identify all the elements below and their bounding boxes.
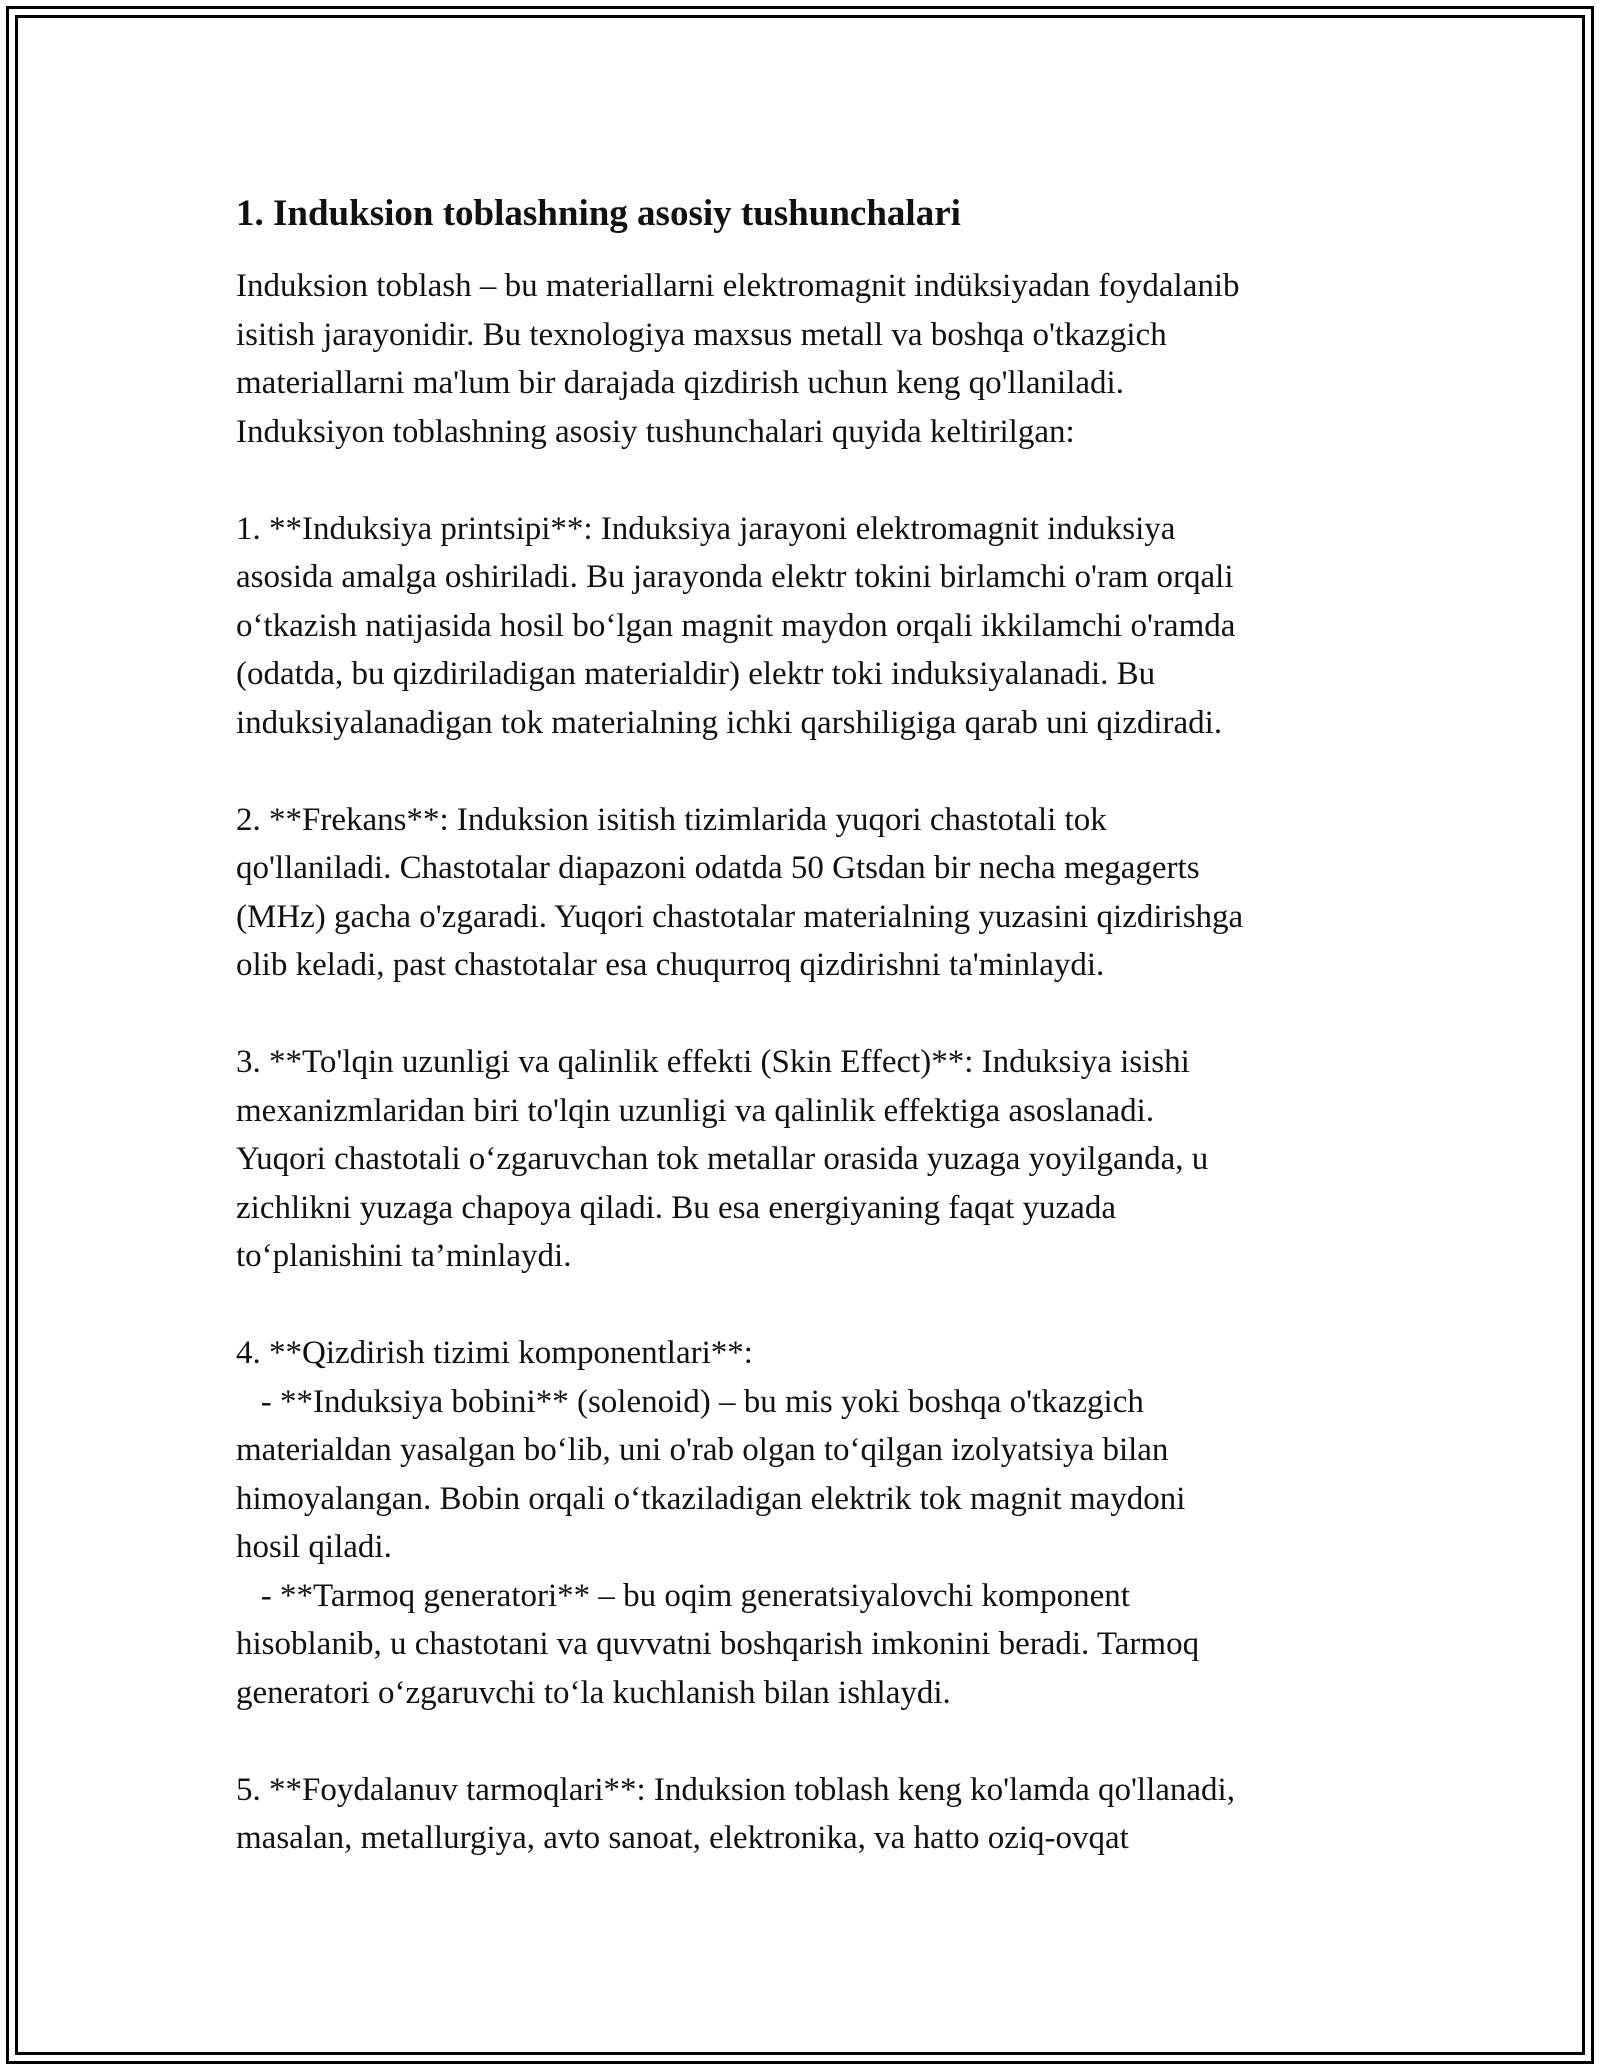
text-line: Induksion toblash – bu materiallarni elektromagnit indüksiyadan foydalanib: [236, 268, 1240, 304]
section-heading: 1. Induksion toblashning asosiy tushunchalari: [236, 193, 961, 234]
text-line: (MHz) gacha o'zgaradi. Yuqori chastotalar materialning yuzasini qizdirishga: [236, 898, 1244, 935]
text-line: himoyalangan. Bobin orqali o‘tkaziladigan elektrik tok magnit maydoni: [236, 1480, 1186, 1517]
text-line: mexanizmlaridan biri to'lqin uzunligi va qalinlik effektiga asoslanadi.: [236, 1092, 1155, 1129]
text-line: asosida amalga oshiriladi. Bu jarayonda elektr tokini birlamchi o'ram orqali: [236, 559, 1234, 595]
text-line: zichlikni yuzaga chapoya qiladi. Bu esa energiyaning faqat yuzada: [236, 1189, 1116, 1226]
text-line: (odatda, bu qizdiriladigan materialdir) elektr toki induksiyalanadi. Bu: [236, 656, 1156, 692]
text-line: materialdan yasalgan bo‘lib, uni o'rab olgan to‘qilgan izolyatsiya bilan: [236, 1432, 1169, 1468]
paragraph-komponentlar: [236, 1329, 1386, 1717]
text-line: hisoblanib, u chastotani va quvvatni boshqarish imkonini beradi. Tarmoq: [236, 1626, 1200, 1662]
text-line: induksiyalanadigan tok materialning ichki qarshiligiga qarab uni qizdiradi.: [236, 704, 1223, 741]
text-line: - **Induksiya bobini** (solenoid) – bu mis yoki boshqa o'tkazgich: [236, 1383, 1144, 1420]
text-line: Yuqori chastotali o‘zgaruvchan tok metallar orasida yuzaga yoyilganda, u: [236, 1141, 1209, 1177]
paragraph-frekans: [236, 796, 1386, 990]
text-line: 4. **Qizdirish tizimi komponentlari**:: [236, 1335, 753, 1371]
text-line: isitish jarayonidir. Bu texnologiya maxsus metall va boshqa o'tkazgich: [236, 316, 1167, 353]
text-line: - **Tarmoq generatori** – bu oqim generatsiyalovchi komponent: [236, 1577, 1130, 1614]
document-body: [236, 186, 1386, 1911]
text-line: hosil qiladi.: [236, 1529, 392, 1565]
text-line: to‘planishini ta’minlaydi.: [236, 1238, 572, 1274]
text-line: generatori o‘zgaruvchi to‘la kuchlanish bilan ishlaydi.: [236, 1674, 951, 1711]
text-line: Induksiyon toblashning asosiy tushunchalari quyida keltirilgan:: [236, 413, 1075, 450]
text-line: 5. **Foydalanuv tarmoqlari**: Induksion toblash keng ko'lamda qo'llanadi,: [236, 1771, 1235, 1808]
text-line: masalan, metallurgiya, avto sanoat, elektronika, va hatto oziq-ovqat: [236, 1820, 1129, 1856]
text-line: olib keladi, past chastotalar esa chuqurroq qizdirishni ta'minlaydi.: [236, 947, 1105, 983]
text-line: qo'llaniladi. Chastotalar diapazoni odatda 50 Gtsdan bir necha megagerts: [236, 850, 1200, 886]
text-line: 3. **To'lqin uzunligi va qalinlik effekti (Skin Effect)**: Induksiya isishi: [236, 1044, 1190, 1080]
intro-paragraph: [236, 262, 1386, 456]
paragraph-induksiya-printsipi: [236, 505, 1386, 748]
text-line: 1. **Induksiya printsipi**: Induksiya jarayoni elektromagnit induksiya: [236, 510, 1176, 547]
paragraph-foydalanuv: [236, 1766, 1386, 1863]
text-line: o‘tkazish natijasida hosil bo‘lgan magnit maydon orqali ikkilamchi o'ramda: [236, 607, 1236, 644]
text-line: materiallarni ma'lum bir darajada qizdirish uchun keng qo'llaniladi.: [236, 365, 1124, 401]
text-line: 2. **Frekans**: Induksion isitish tizimlarida yuqori chastotali tok: [236, 801, 1107, 838]
paragraph-skin-effect: [236, 1038, 1386, 1281]
